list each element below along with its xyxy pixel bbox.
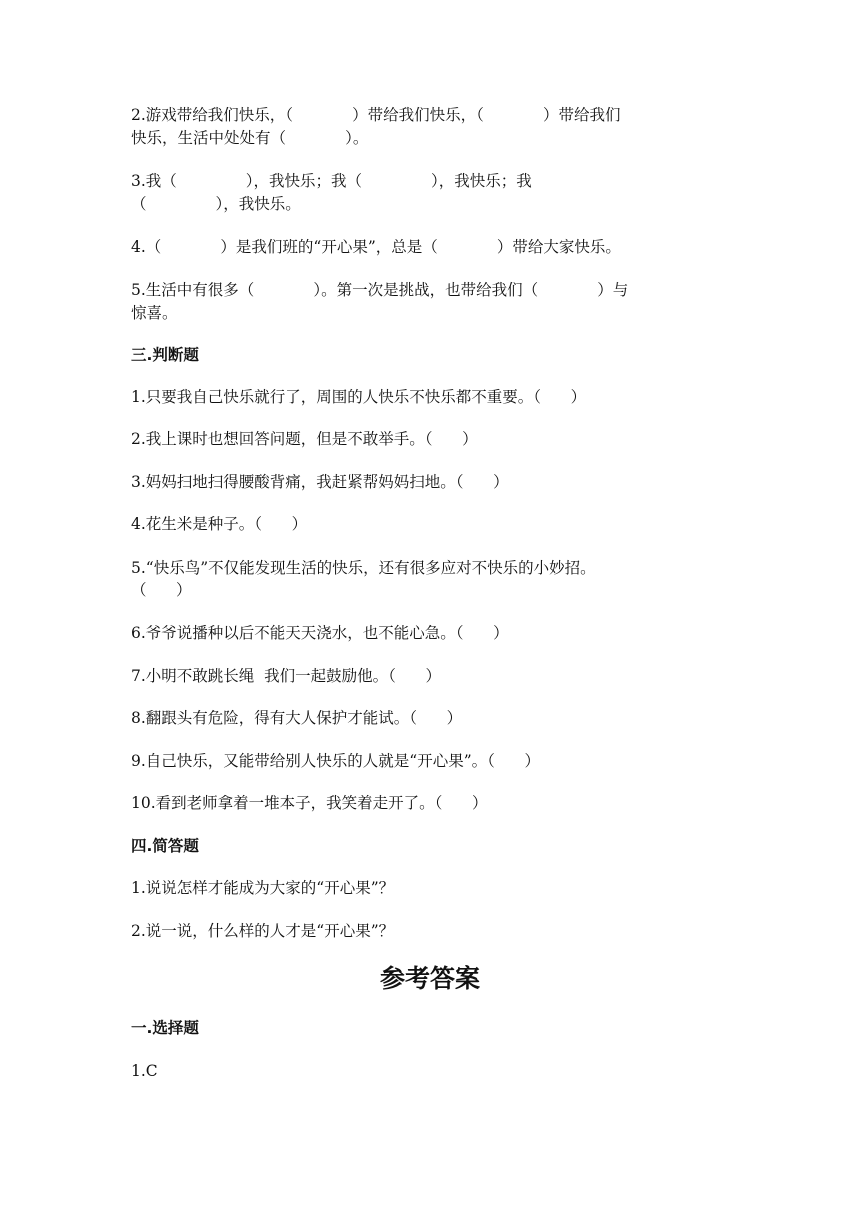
judgment-q4: 4.花生米是种子。（ ）	[131, 515, 308, 533]
section-heading-judgment: 三.判断题	[131, 346, 199, 364]
fill-in-q3-line1: 3.我（ ），我快乐；我（ ），我快乐；我	[131, 172, 532, 190]
judgment-q5-line1: 5.“快乐鸟”不仅能发现生活的快乐，还有很多应对不快乐的小妙招。	[131, 559, 596, 577]
section-heading-short-answer: 四.简答题	[131, 837, 199, 855]
judgment-q9: 9.自己快乐，又能带给别人快乐的人就是“开心果”。（ ）	[131, 752, 540, 770]
judgment-q2: 2.我上课时也想回答问题，但是不敢举手。（ ）	[131, 430, 478, 448]
answer-key-title: 参考答案	[379, 964, 480, 993]
short-answer-q2: 2.说一说，什么样的人才是“开心果”？	[131, 922, 395, 940]
judgment-q5-line2: （ ）	[131, 581, 192, 599]
judgment-q6: 6.爷爷说播种以后不能天天浇水，也不能心急。（ ）	[131, 624, 509, 642]
answer-section-heading-choice: 一.选择题	[131, 1019, 199, 1037]
judgment-q10: 10.看到老师拿着一堆本子，我笑着走开了。（ ）	[131, 794, 488, 812]
fill-in-q4: 4.（ ）是我们班的“开心果”，总是（ ）带给大家快乐。	[131, 238, 621, 256]
fill-in-q2-line1: 2.游戏带给我们快乐，（ ）带给我们快乐，（ ）带给我们	[131, 106, 621, 124]
fill-in-q3-line2: （ ），我快乐。	[131, 195, 301, 213]
fill-in-q5-line1: 5.生活中有很多（ ）。第一次是挑战，也带给我们（ ）与	[131, 281, 629, 299]
judgment-q3: 3.妈妈扫地扫得腰酸背痛，我赶紧帮妈妈扫地。（ ）	[131, 473, 509, 491]
judgment-q8: 8.翻跟头有危险，得有大人保护才能试。（ ）	[131, 709, 463, 727]
judgment-q7: 7.小明不敢跳长绳 我们一起鼓励他。（ ）	[131, 667, 441, 685]
short-answer-q1: 1.说说怎样才能成为大家的“开心果”？	[131, 879, 395, 897]
judgment-q1: 1.只要我自己快乐就行了，周围的人快乐不快乐都不重要。（ ）	[131, 388, 587, 406]
fill-in-q2-line2: 快乐，生活中处处有（ ）。	[131, 129, 369, 147]
answer-item-1: 1.C	[131, 1062, 158, 1080]
fill-in-q5-line2: 惊喜。	[131, 304, 178, 322]
